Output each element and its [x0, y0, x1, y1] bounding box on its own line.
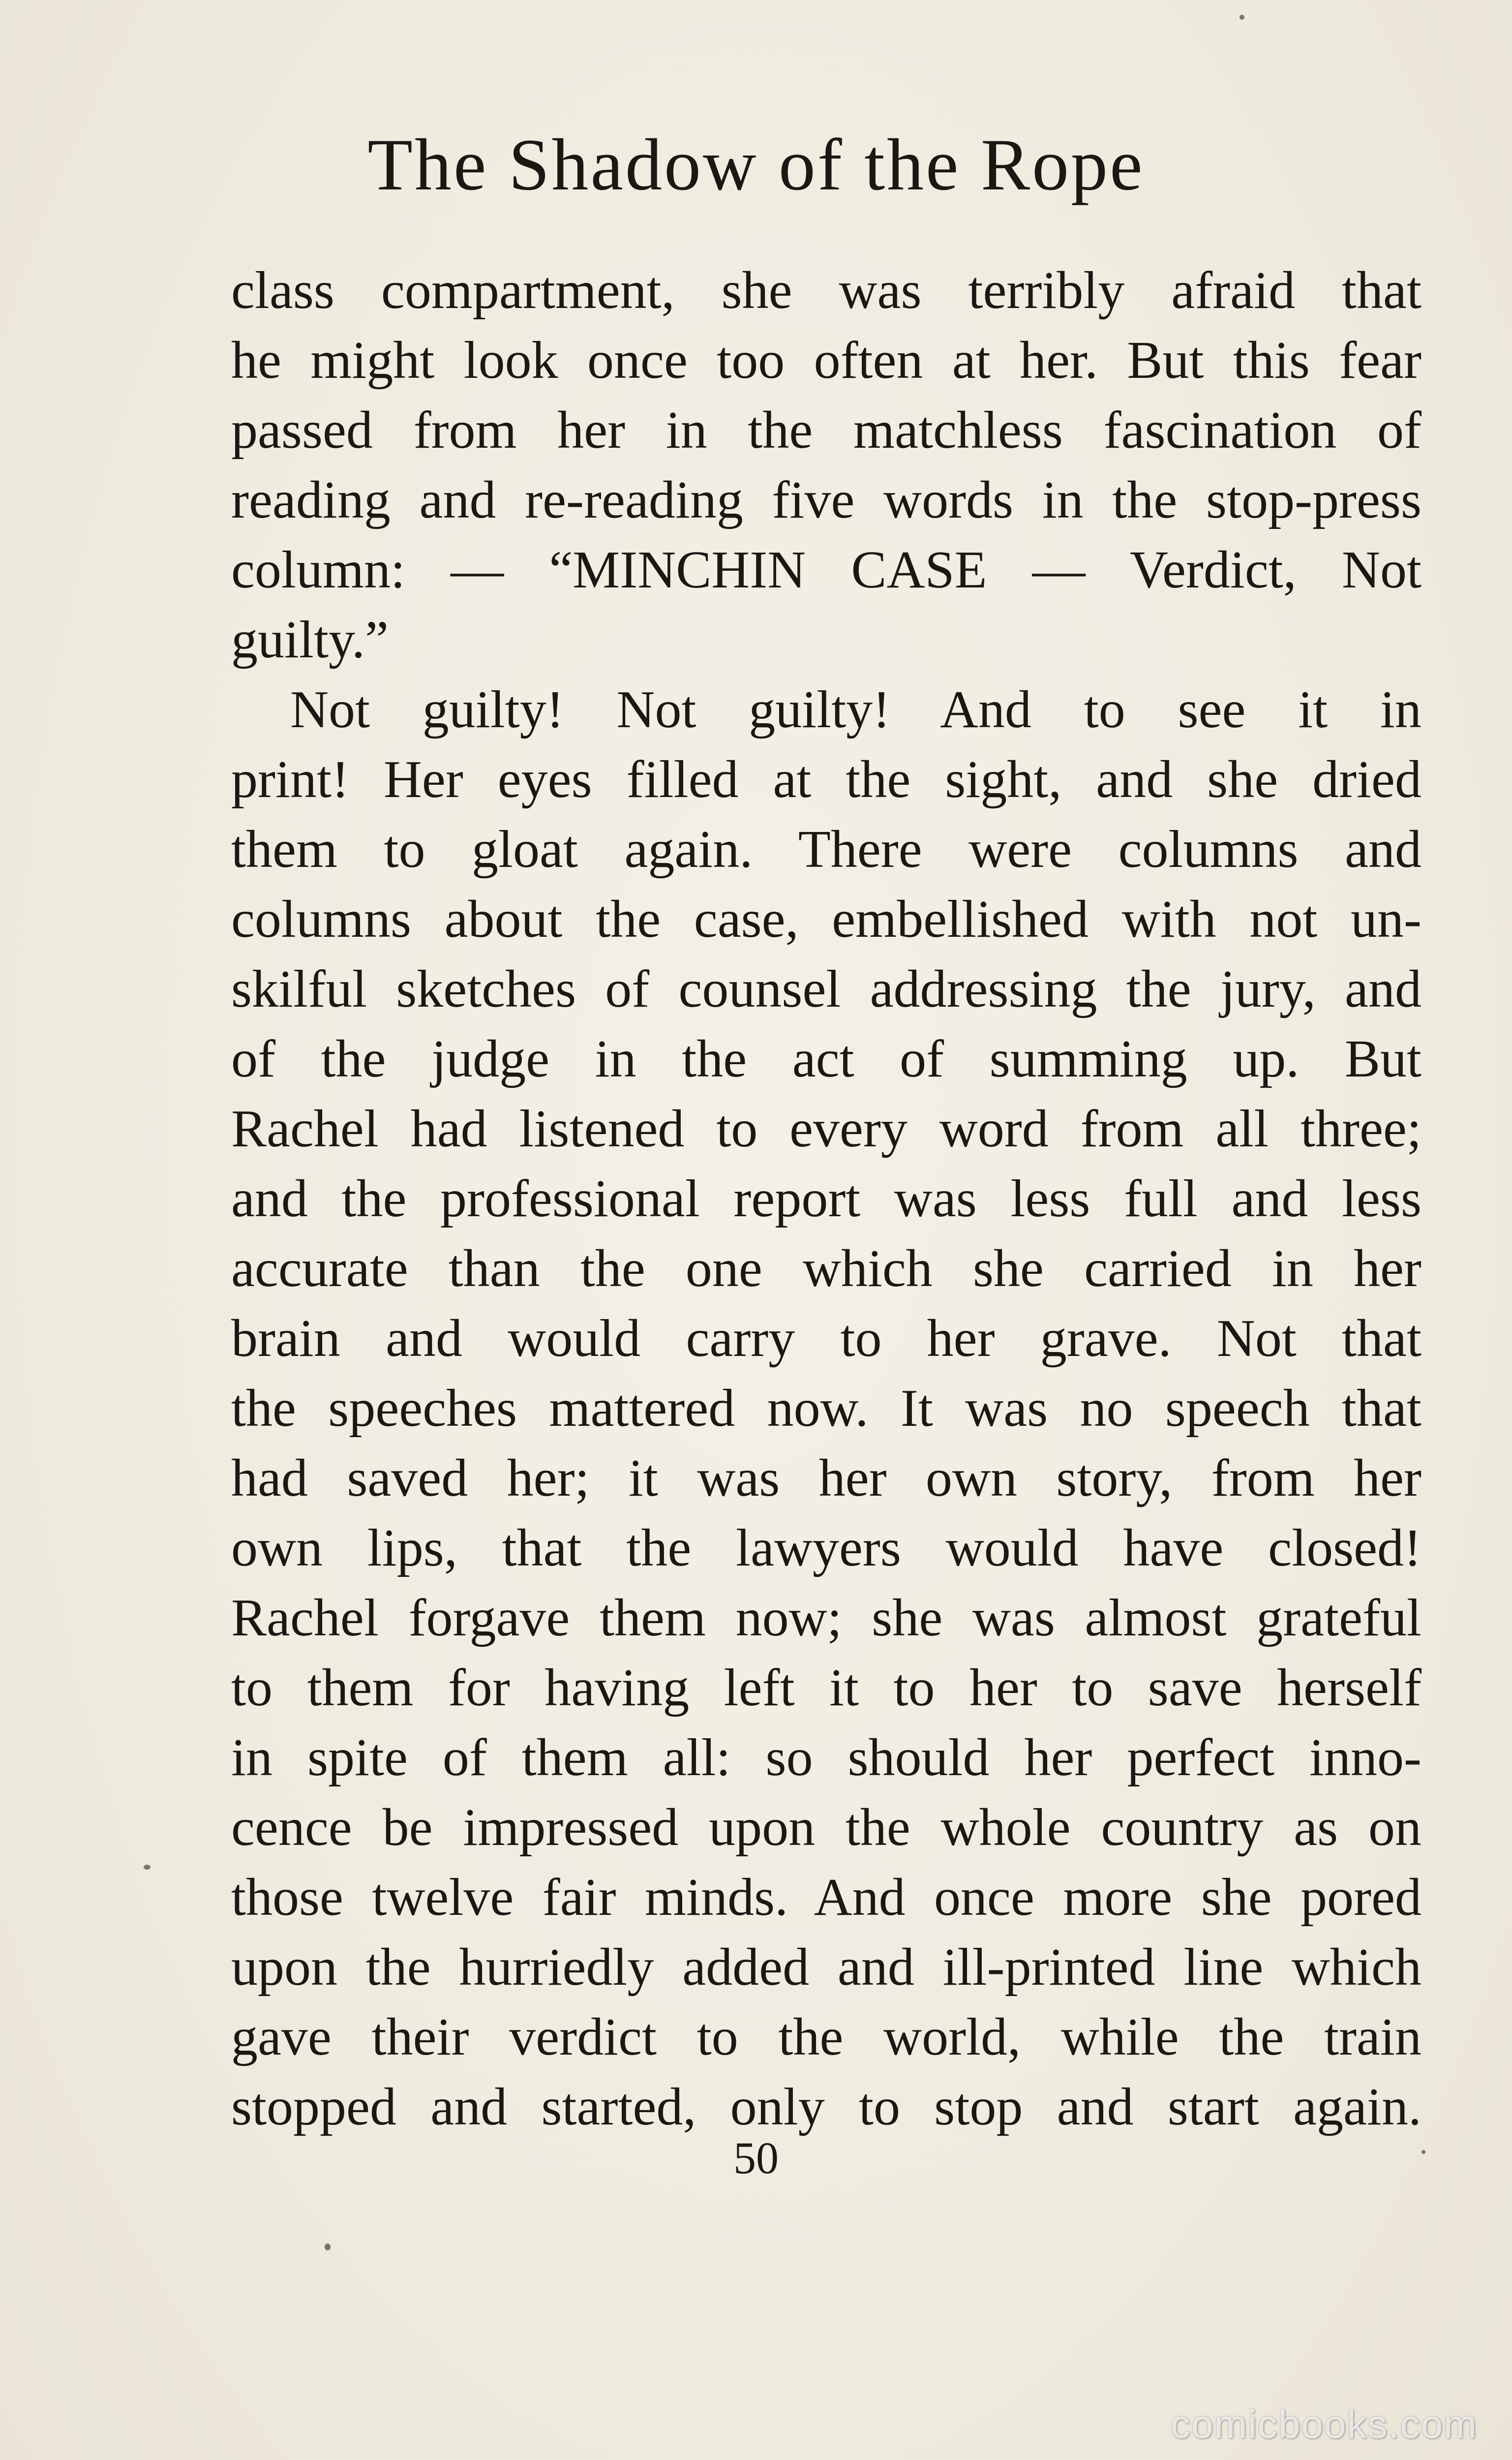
text-line: own lips, that the lawyers would have closed!: [231, 1519, 1421, 1577]
paper-speck: [1240, 15, 1244, 20]
text-line: guilty.”: [231, 611, 389, 669]
watermark: comicbooks.com: [1171, 2402, 1478, 2446]
text-line: skilful sketches of counsel addressing the jury, and: [231, 960, 1421, 1018]
text-line: Not guilty! Not guilty! And to see it in: [290, 680, 1421, 739]
page-number: 50: [733, 2133, 779, 2183]
text-line: in spite of them all: so should her perfect inno-: [231, 1728, 1421, 1787]
text-line: reading and re-reading five words in the stop-press: [231, 471, 1421, 529]
text-line: them to gloat again. There were columns and: [231, 820, 1421, 879]
text-line: and the professional report was less full and less: [231, 1169, 1421, 1228]
text-line: accurate than the one which she carried in her: [231, 1239, 1421, 1298]
text-line: Rachel had listened to every word from all three;: [231, 1100, 1421, 1158]
text-line: passed from her in the matchless fascination of: [231, 401, 1421, 460]
paper-speck: [325, 2244, 331, 2250]
text-line: columns about the case, embellished with not un-: [231, 890, 1421, 949]
text-line: the speeches mattered now. It was no speech that: [231, 1379, 1421, 1438]
paper-speck: [1421, 2150, 1425, 2154]
text-line: of the judge in the act of summing up. But: [231, 1030, 1421, 1088]
text-line: had saved her; it was her own story, from her: [231, 1449, 1421, 1507]
text-line: Rachel forgave them now; she was almost grateful: [231, 1589, 1421, 1647]
text-line: print! Her eyes filled at the sight, and she dried: [231, 750, 1421, 809]
body-text: [231, 256, 1421, 2142]
text-line: class compartment, she was terribly afraid that: [231, 261, 1421, 320]
text-line: gave their verdict to the world, while the train: [231, 2008, 1421, 2066]
text-line: column: — “MINCHIN CASE — Verdict, Not: [231, 541, 1421, 599]
text-line: brain and would carry to her grave. Not that: [231, 1309, 1421, 1368]
text-line: stopped and started, only to stop and start again.: [231, 2078, 1421, 2136]
paper-speck: [144, 1865, 151, 1870]
text-line: he might look once too often at her. But this fear: [231, 331, 1421, 390]
text-line: those twelve fair minds. And once more she pored: [231, 1868, 1421, 1927]
text-line: to them for having left it to her to save herself: [231, 1659, 1421, 1717]
running-head: The Shadow of the Rope: [367, 124, 1145, 206]
text-line: upon the hurriedly added and ill-printed line which: [231, 1938, 1421, 1997]
text-line: cence be impressed upon the whole country as on: [231, 1798, 1421, 1857]
